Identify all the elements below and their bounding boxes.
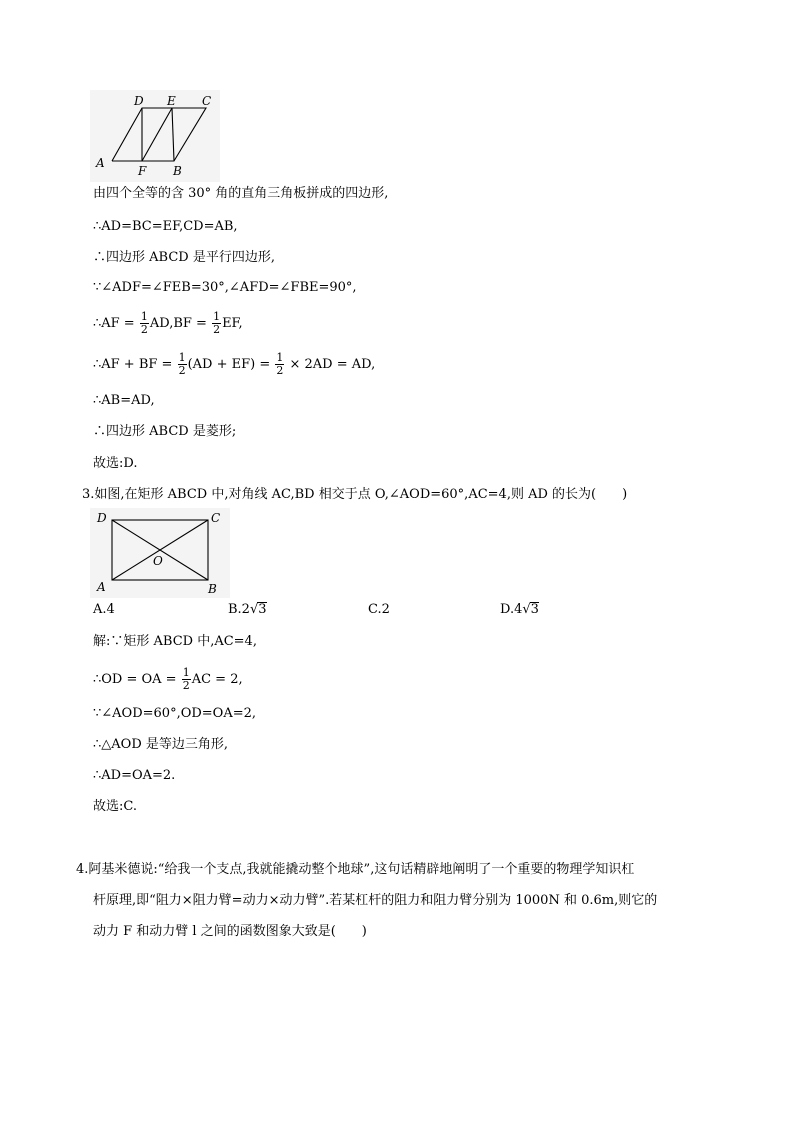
sol2-line8: ∴四边形 ABCD 是菱形; — [93, 424, 237, 439]
label-F: F — [138, 164, 147, 178]
option-d-pre: D.4 — [500, 602, 523, 617]
fraction-half: $\frac{1}{2}$ — [178, 351, 186, 377]
figure-rhombus — [90, 90, 220, 182]
radical-sign: √ — [522, 602, 531, 617]
sol2-line9: 故选:D. — [93, 456, 138, 471]
radical-sign: √ — [249, 602, 259, 617]
sol2-line6-pre: ∴AF + BF = — [93, 357, 177, 372]
q3-sol-line2-post: AC = 2, — [191, 672, 243, 687]
q3-sol-line2 — [93, 667, 243, 692]
label-C: C — [202, 94, 212, 108]
sol2-line6-mid: (AD + EF) = — [187, 357, 275, 372]
label-A: A — [97, 580, 106, 594]
fraction-half: $\frac{1}{2}$ — [276, 351, 284, 377]
option-b-pre: B.2 — [228, 602, 250, 617]
sol2-line6-post: × 2AD = AD, — [285, 357, 376, 372]
fraction-half: $\frac{1}{2}$ — [213, 310, 221, 336]
label-D: D — [97, 511, 107, 525]
fraction-half: $\frac{1}{2}$ — [140, 310, 148, 336]
q3-sol-line2-pre: ∴OD = OA = — [93, 672, 181, 687]
label-B: B — [208, 582, 217, 596]
q4-line2: 杆原理,即“阻力×阻力臂=动力×动力臂”.若某杠杆的阻力和阻力臂分别为 1000N 和 0.6m,则它的 — [93, 893, 658, 908]
label-A: A — [96, 156, 105, 170]
q3-option-a: A.4 — [93, 602, 115, 617]
label-B: B — [173, 164, 182, 178]
q3-stem: 3.如图,在矩形 ABCD 中,对角线 AC,BD 相交于点 O,∠AOD=60°,AC=4,则 AD 的长为( ) — [82, 487, 628, 502]
sol2-line5-mid: AD,BF = — [149, 316, 212, 331]
label-O: O — [153, 554, 163, 568]
q3-sol-line4: ∴△AOD 是等边三角形, — [93, 737, 229, 752]
q3-sol-line5: ∴AD=OA=2. — [93, 768, 176, 783]
sol2-line5-pre: ∴AF = — [93, 316, 139, 331]
sol2-line5 — [93, 311, 243, 336]
label-C: C — [211, 511, 221, 525]
sol2-line6 — [93, 352, 375, 377]
radicand: 3 — [530, 602, 539, 617]
fraction-half: $\frac{1}{2}$ — [182, 666, 190, 692]
q4-line1: 4.阿基米德说:“给我一个支点,我就能撬动整个地球”,这句话精辟地阐明了一个重要的物理学知识杠 — [76, 862, 635, 877]
q3-option-c: C.2 — [368, 602, 390, 617]
sol2-line2: ∴AD=BC=EF,CD=AB, — [93, 219, 238, 234]
q3-sol-line6: 故选:C. — [93, 799, 137, 814]
radicand: 3 — [258, 602, 267, 617]
sol2-line3: ∴四边形 ABCD 是平行四边形, — [93, 250, 275, 265]
q4-line3: 动力 F 和动力臂 l 之间的函数图象大致是( ) — [93, 924, 367, 939]
sol2-line5-post: EF, — [222, 316, 243, 331]
q3-sol-line1: 解:∵矩形 ABCD 中,AC=4, — [93, 634, 257, 649]
sol2-line4: ∵∠ADF=∠FEB=30°,∠AFD=∠FBE=90°, — [93, 280, 357, 295]
q3-sol-line3: ∵∠AOD=60°,OD=OA=2, — [93, 706, 257, 721]
q3-option-b — [228, 600, 267, 620]
q3-option-d — [500, 600, 539, 620]
sol2-line7: ∴AB=AD, — [93, 393, 155, 408]
figure-rectangle — [90, 508, 230, 598]
sol2-line1: 由四个全等的含 30° 角的直角三角板拼成的四边形, — [93, 186, 389, 201]
label-D: D — [134, 94, 144, 108]
label-E: E — [167, 94, 176, 108]
